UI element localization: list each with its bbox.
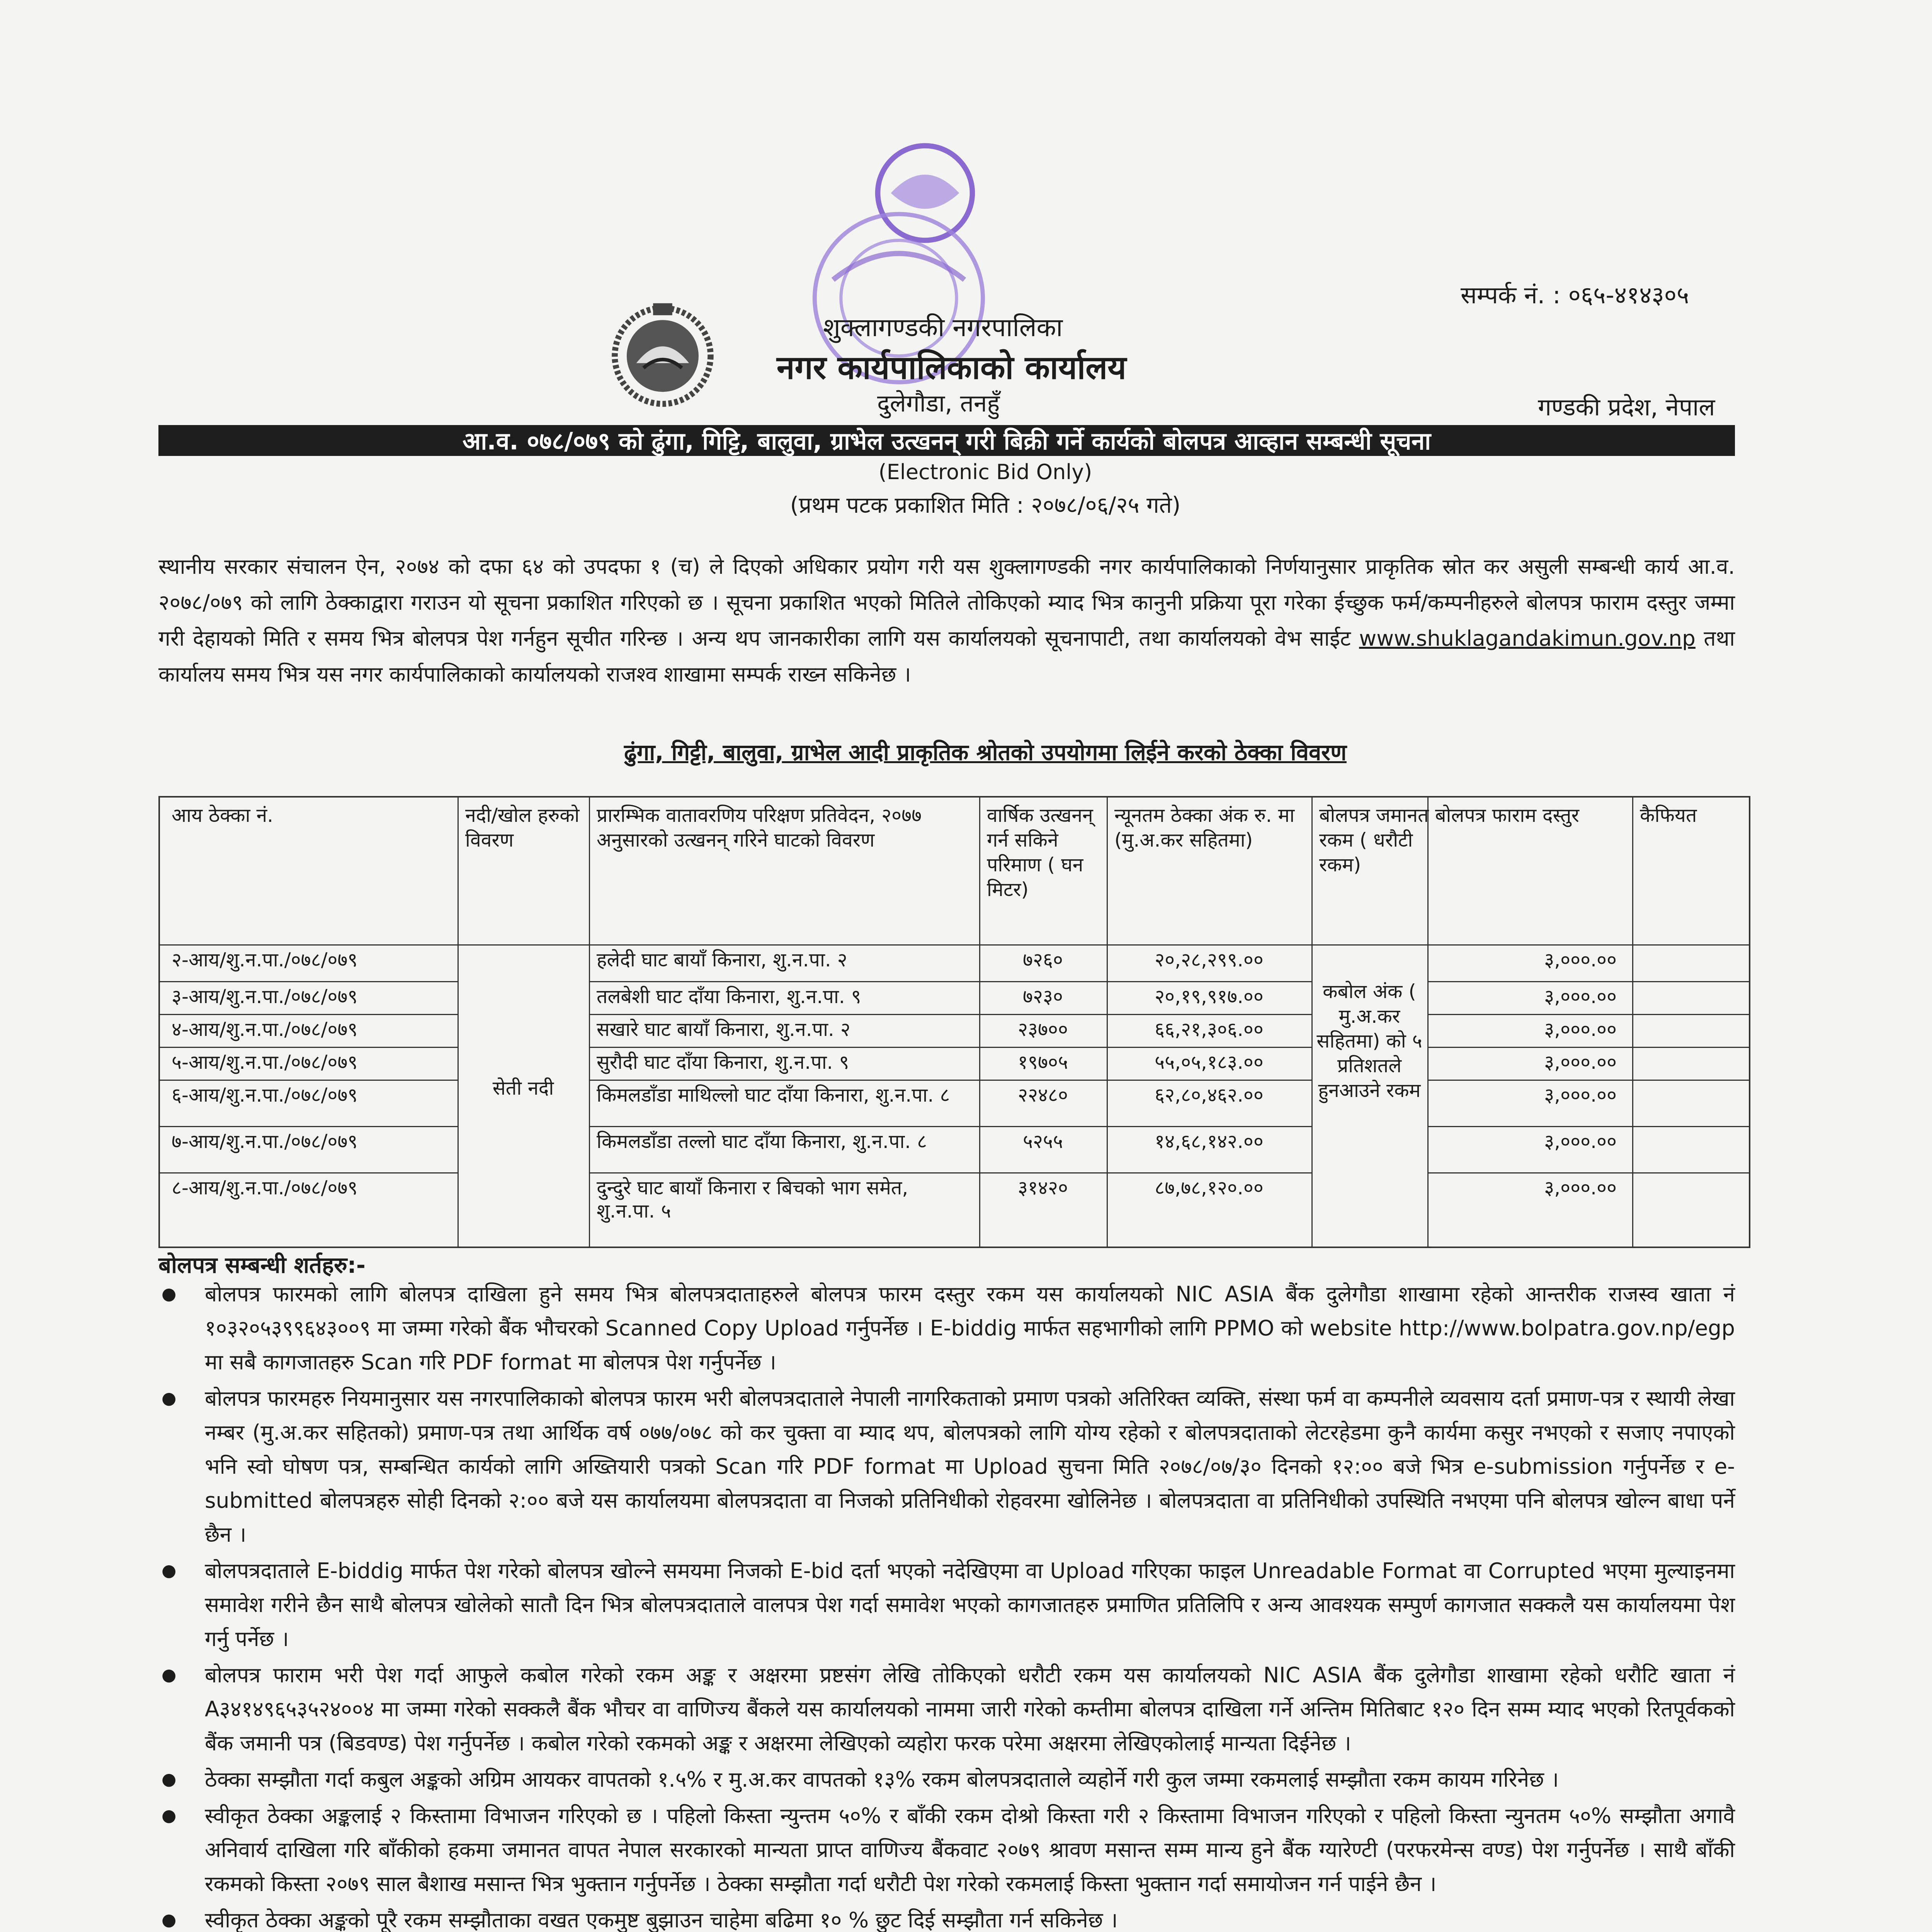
row-ghat: किमलडाँडा तल्लो घाट दाँया किनारा, शु.न.पा. ८ [597,1130,927,1153]
row-amount: २०,२८,२९९.०० [1155,949,1264,971]
row-ghat: सुरौदी घाट दाँया किनारा, शु.न.पा. ९ [597,1051,849,1073]
notice-title: आ.व. ०७८/०७९ को ढुंगा, गिट्टि, बालुवा, ग्राभेल उत्खनन् गरी बिक्री गर्ने कार्यको बोलपत्र आव्हान सम्बन्धी सूचना [462,427,1431,455]
website-link[interactable]: www.shuklagandakimun.gov.np [1359,626,1696,651]
row-quantity: ७२६० [1023,949,1063,971]
table-title: ढुंगा, गिट्टी, बालुवा, ग्राभेल आदी प्राकृतिक श्रोतको उपयोगमा लिईने करको ठेक्का विवरण [624,739,1347,765]
intro-text-end: तथा कार्यालय समय भित्र यस नगर कार्यपालिकाको कार्यालयको राजश्व शाखामा सम्पर्क राख्न सकिनेछ । [158,626,1735,687]
row-id: ८-आय/शु.न.पा./०७८/०७९ [172,1177,358,1199]
row-ghat: सखारे घाट बायाँ किनारा, शु.न.पा. २ [597,1018,850,1041]
row-amount: ६६,२१,३०६.०० [1155,1018,1264,1041]
intro-text: स्थानीय सरकार संचालन ऐन, २०७४ को दफा ६४ को उपदफा १ (च) ले दिएको अधिकार प्रयोग गरी यस शुक्लागण्डकी नगर कार्यपालिकाको निर्णयानुसार प्राकृतिक स्रोत कर असुली सम्बन्धी कार्य आ.व. २०७८/०७९ को लागि ठेक्काद्वारा गराउन यो सूचना प्रकाशित गरिएको छ । सूचना प्रकाशित भएको मितिले तोकिएको म्याद भित्र कानुनी प्रक्रिया पूरा गरेका ईच्छुक फर्म/कम्पनीहरुले बोलपत्र फाराम दस्तुर जम्मा गरी देहायको मिति र समय भित्र बोलपत्र पेश गर्नहुन सूचीत गरिन्छ । अन्य थप जानकारीका लागि यस कार्यालयको सूचनापाटी, तथा कार्यालयको वेभ साईट [158,554,1735,651]
header-ghat: प्रारम्भिक वातावरणिय परिक्षण प्रतिवेदन, २०७७ अनुसारको उत्खनन् गरिने घाटको विवरण [597,804,922,851]
contract-table [158,796,1750,1248]
row-ghat: दुन्दुरे घाट बायाँ किनारा र बिचको भाग समेत, शु.न.पा. ५ [597,1177,908,1222]
term-item: ● स्वीकृत ठेक्का अङ्कलाई २ किस्तामा विभाजन गरिएको छ । पहिलो किस्ता न्युन्तम ५०% र बाँकी रकम दोश्रो किस्ता गरी २ किस्तामा विभाजन गरिएको र पहिलो किस्ता न्युनतम ५०% सम्झौता अगावै अनिवार्य दाखिला गरि बाँकीको हकमा जमानत वापत नेपाल सरकारको मान्यता प्राप्त वाणिज्य बैंकवाट २०७९ श्रावण मसान्त सम्म मान्य हुने बैंक ग्यारेण्टी (परफरमेन्स वण्ड) पेश गर्नुपर्नेछ । साथै बाँकी रकमको किस्ता २०७९ साल बैशाख मसान्त भित्र भुक्तान गर्नुपर्नेछ । ठेक्का सम्झौता गर्दा धरौटी पेश गरेको रकमलाई किस्ता भुक्तान गर्दा समायोजन गर्न पाईने छैन । [158,1799,1735,1901]
term-item: ● बोलपत्र फारमको लागि बोलपत्र दाखिला हुने समय भित्र बोलपत्रदाताहरुले बोलपत्र फारम दस्तुर रकम यस कार्यालयको NIC ASIA बैंक दुलेगौडा शाखामा रहेको आन्तरीक राजस्व खाता नं १०३२०५३९९६४३००९ मा जम्मा गरेको बैंक भौचरको Scanned Copy Upload गर्नुपर्नेछ । E-biddig मार्फत सहभागीको लागि PPMO को website http://www.bolpatra.gov.np/egp मा सबै कागजातहरु Scan गरि PDF format मा बोलपत्र पेश गर्नुपर्नेछ । [158,1277,1735,1379]
row-id: ७-आय/शु.न.पा./०७८/०७९ [172,1130,358,1153]
municipality-name: शुक्लागण्डकी नगरपालिका [823,313,1063,342]
row-quantity: ३१४२० [1018,1177,1068,1199]
nepal-emblem-icon [603,294,723,413]
header-quantity: वार्षिक उत्खनन् गर्न सकिने परिमाण ( घन मिटर) [987,804,1093,901]
row-quantity: ७२३० [1023,985,1063,1008]
header-amount: न्यूनतम ठेक्का अंक रु. मा (मु.अ.कर सहितमा) [1114,804,1295,851]
row-fee: ३,०००.०० [1544,1130,1617,1153]
row-amount: ६२,८०,४६२.०० [1155,1084,1264,1106]
header-remarks: कैफियत [1640,804,1697,827]
row-ghat: हलेदी घाट बायाँ किनारा, शु.न.पा. २ [597,949,847,971]
row-fee: ३,०००.०० [1544,1177,1617,1199]
row-ghat: तलबेशी घाट दाँया किनारा, शु.न.पा. ९ [597,985,861,1008]
contact-number: सम्पर्क नं. : ०६५-४१४३०५ [1461,281,1689,309]
row-id: ४-आय/शु.न.पा./०७८/०७९ [172,1018,358,1041]
intro-paragraph [158,549,1735,692]
header-id: आय ठेक्का नं. [172,804,274,827]
row-quantity: ५२५५ [1023,1130,1063,1153]
row-fee: ३,०००.०० [1544,1051,1617,1073]
row-amount: ८७,७८,१२०.०० [1155,1177,1264,1199]
row-id: २-आय/शु.न.पा./०७८/०७९ [172,949,358,971]
row-quantity: २३७०० [1018,1018,1068,1041]
notice-title-bar [158,425,1735,456]
header-fee: बोलपत्र फाराम दस्तुर [1435,804,1579,827]
row-amount: २०,१९,९१७.०० [1155,985,1264,1008]
header-security: बोलपत्र जमानत रकम ( धरौटी रकम) [1319,804,1429,876]
row-id: ६-आय/शु.न.पा./०७८/०७९ [172,1084,358,1106]
header-river: नदी/खोल हरुको विवरण [465,804,580,851]
province: गण्डकी प्रदेश, नेपाल [1538,393,1715,421]
office-name: नगर कार्यपालिकाको कार्यालय [777,349,1126,386]
river-cell: सेती नदी [492,1077,554,1099]
row-amount: १४,६८,१४२.०० [1155,1130,1264,1153]
term-item: ● ठेक्का सम्झौता गर्दा कबुल अङ्कको अग्रिम आयकर वापतको १.५% र मु.अ.कर वापतको १३% रकम बोलपत्रदाताले व्यहोर्ने गरी कुल जम्मा रकमलाई सम्झौता रकम कायम गरिनेछ । [158,1762,1735,1796]
term-item: ● बोलपत्र फारमहरु नियमानुसार यस नगरपालिकाको बोलपत्र फारम भरी बोलपत्रदाताले नेपाली नागरिकताको प्रमाण पत्रको अतिरिक्त व्यक्ति, संस्था फर्म वा कम्पनीले व्यवसाय दर्ता प्रमाण-पत्र र स्थायी लेखा नम्बर (मु.अ.कर सहितको) प्रमाण-पत्र तथा आर्थिक वर्ष ०७७/०७८ को कर चुक्ता वा म्याद थप, बोलपत्रको लागि योग्य रहेको र बोलपत्रदाताको लेटरहेडमा कुनै कार्यमा कसुर नभएको र सजाए नपाएको भनि स्वो घोषण पत्र, सम्बन्धित कार्यको लागि अख्तियारी पत्रको Scan गरि PDF format मा Upload सुचना मिति २०७८/०७/३० दिनको १२:०० बजे भित्र e-submission गर्नुपर्नेछ र e-submitted बोलपत्रहरु सोही दिनको २:०० बजे यस कार्यालयमा बोलपत्रदाता वा निजको प्रतिनिधीको रोहवरमा खोलिनेछ । बोलपत्रदाता वा प्रतिनिधीको उपस्थिति नभएमा पनि बोलपत्र खोल्न बाधा पर्ने छैन । [158,1381,1735,1551]
row-fee: ३,०००.०० [1544,985,1617,1008]
terms-heading: बोलपत्र सम्बन्धी शर्तहरु:- [158,1252,366,1278]
row-quantity: २२४८० [1018,1084,1068,1106]
term-item: ● बोलपत्र फाराम भरी पेश गर्दा आफुले कबोल गरेको रकम अङ्क र अक्षरमा प्रष्टसंग लेखि तोकिएको धरौटी रकम यस कार्यालयको NIC ASIA बैंक दुलेगौडा शाखामा रहेको धरौटि खाता नं A३४१४९६५३५२४००४ मा जम्मा गरेको सक्कलै बैंक भौचर वा वाणिज्य बैंकले यस कार्यालयको नाममा जारी गरेको कम्तीमा बोलपत्र दाखिला गर्ने अन्तिम मितिबाट १२० दिन सम्म म्याद भएको रितपूर्वकको बैंक जमानी पत्र (बिडवण्ड) पेश गर्नुपर्नेछ । कबोल गरेको रकमको अङ्क र अक्षरमा लेखिएको व्यहोरा फरक परेमा अक्षरमा लेखिएकोलाई मान्यता दिईनेछ । [158,1658,1735,1760]
row-fee: ३,०००.०० [1544,1018,1617,1041]
row-id: ५-आय/शु.न.पा./०७८/०७९ [172,1051,358,1073]
row-fee: ३,०००.०० [1544,1084,1617,1106]
row-ghat: किमलडाँडा माथिल्लो घाट दाँया किनारा, शु.न.पा. ८ [597,1084,950,1106]
term-item: ● स्वीकृत ठेक्का अङ्कको पूरै रकम सम्झौताका वखत एकमुष्ट बुझाउन चाहेमा बढिमा १० % छुट दिई सम्झौता गर्न सकिनेछ । [158,1903,1735,1932]
row-fee: ३,०००.०० [1544,949,1617,971]
office-location: दुलेगौडा, तनहुँ [877,389,1000,417]
publish-date: (प्रथम पटक प्रकाशित मिति : २०७८/०६/२५ गते) [790,492,1181,518]
bid-type: (Electronic Bid Only) [878,460,1092,484]
security-cell: कबोल अंक ( मु.अ.कर सहितमा) को ५ प्रतिशतले हुनआउने रकम [1316,980,1422,1102]
terms-list [158,1277,1735,1932]
row-quantity: १९७०५ [1018,1051,1068,1073]
row-amount: ५५,०५,१८३.०० [1155,1051,1264,1073]
row-id: ३-आय/शु.न.पा./०७८/०७९ [172,985,358,1008]
term-item: ● बोलपत्रदाताले E-biddig मार्फत पेश गरेको बोलपत्र खोल्ने समयमा निजको E-bid दर्ता भएको नदेखिएमा वा Upload गरिएका फाइल Unreadable Format वा Corrupted भएमा मुल्याइनमा समावेश गरीने छैन साथै बोलपत्र खोलेको सातौ दिन भित्र बोलपत्रदाताले वालपत्र पेश गर्दा समावेश भएको कागजातहरु प्रमाणित प्रतिलिपि र अन्य आवश्यक सम्पुर्ण कागजात सक्कलै यस कार्यालयमा पेश गर्नु पर्नेछ । [158,1554,1735,1656]
